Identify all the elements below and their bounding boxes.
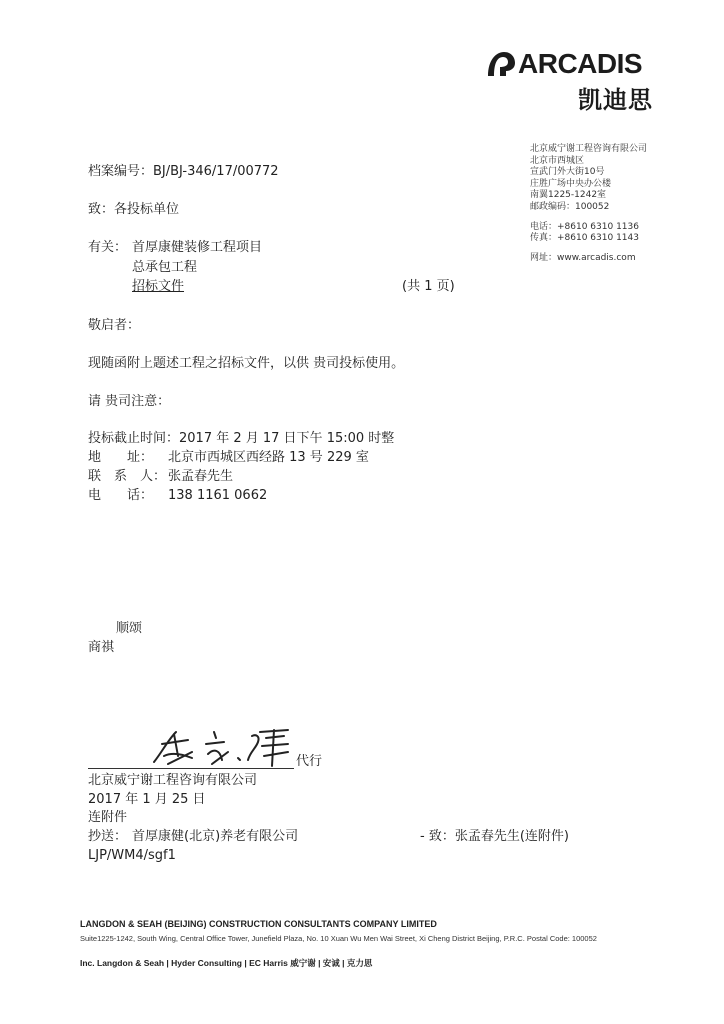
on-behalf-label: 代行 [296,754,323,769]
office-address-line: 宣武门外大街10号 [530,167,605,178]
subject-label: 有关： [88,240,128,255]
office-company: 北京威宁谢工程咨询有限公司 [530,144,648,154]
logo-wordmark: ARCADIS [518,48,643,79]
phone-value: 138 1161 0662 [168,488,268,503]
subject-line-3: 招标文件 [132,279,185,294]
office-tel: 电话：+8610 6310 1136 [530,221,639,232]
reference-code: LJP/WM4/sgf1 [88,848,176,863]
file-number: 档案编号：BJ/BJ-346/17/00772 [88,164,279,179]
contact-value: 张孟春先生 [168,469,234,484]
signature-line [88,768,294,769]
enclosure-note: 连附件 [88,810,128,825]
deadline: 投标截止时间：2017 年 2 月 17 日下午 15:00 时整 [88,431,395,446]
footer-affiliates: Inc. Langdon & Seah | Hyder Consulting | EC Harris 威宁谢 | 安诚 | 克力思 [80,958,373,968]
attention-note: 请 贵司注意： [88,394,171,409]
signer-company: 北京威宁谢工程咨询有限公司 [88,773,258,788]
handwritten-signature [148,722,298,770]
cc-recipient: 首厚康健(北京)养老有限公司 [132,829,299,844]
office-address-line: 庄胜广场中央办公楼 [530,178,612,189]
letter-date: 2017 年 1 月 25 日 [88,792,206,807]
footer-company-name: LANGDON & SEAH (BEIJING) CONSTRUCTION CONSULTANTS COMPANY LIMITED [80,919,437,929]
cc-label: 抄送： [88,829,128,844]
office-fax: 传真：+8610 6310 1143 [530,233,639,244]
logo-wordmark-cn: 凯迪思 [578,86,653,114]
phone-label: 电 话： [88,488,154,503]
office-address-line: 北京市西城区 [530,155,585,166]
closing-1: 顺颂 [116,621,143,636]
footer-address: Suite1225-1242, South Wing, Central Office Tower, Junefield Plaza, No. 10 Xuan Wu Men Wai Street, Xi Cheng District Beijing, P.R.C. Postal Code: 100052 [80,934,597,943]
subject-line-2: 总承包工程 [132,260,198,275]
office-address-block [530,144,647,264]
office-address-line: 南翼1225-1242室 [530,190,607,201]
arcadis-logo-icon [486,50,516,78]
address-value: 北京市西城区西经路 13 号 229 室 [168,450,369,465]
page-count: (共 1 页) [402,279,455,294]
office-address-line: 邮政编码：100052 [530,201,610,212]
cc-attention: - 致：张孟春先生(连附件) [420,829,569,844]
office-web: 网址：www.arcadis.com [530,252,636,263]
closing-2: 商祺 [88,640,115,655]
address-label: 地 址： [88,450,154,465]
contact-label: 联 系 人： [88,469,167,484]
recipient: 致：各投标单位 [88,202,180,217]
company-logo [486,46,664,114]
subject-project: 首厚康健装修工程项目 [132,240,263,255]
salutation: 敬启者： [88,318,141,333]
body-text: 现随函附上题述工程之招标文件，以供 贵司投标使用。 [88,356,405,371]
